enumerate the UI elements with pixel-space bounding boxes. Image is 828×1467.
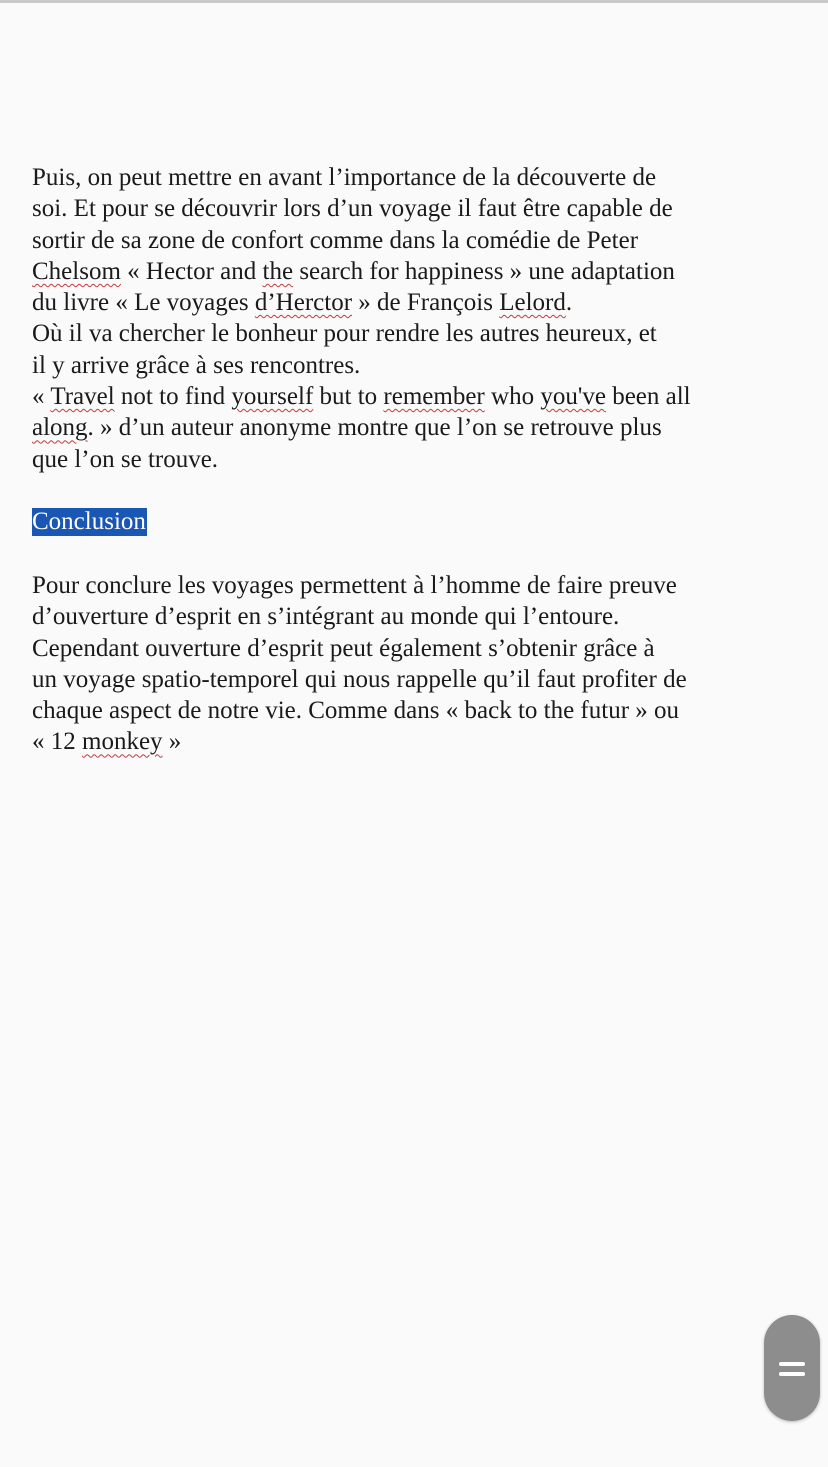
handle-bar bbox=[779, 1362, 805, 1366]
misspelled-word[interactable]: along bbox=[32, 414, 88, 442]
text-line: Où il va chercher le bonheur pour rendre les autres heureux, et bbox=[32, 320, 657, 348]
text-run: . bbox=[565, 289, 573, 317]
text-run: search for happiness » une adaptation bbox=[293, 257, 675, 285]
text-line: Puis, on peut mettre en avant l’importance de la découverte de bbox=[32, 164, 657, 191]
text-line: un voyage spatio-temporel qui nous rappelle qu’il faut profiter de bbox=[32, 665, 687, 693]
text-run: who bbox=[484, 383, 541, 411]
text-line: que l’on se trouve. bbox=[32, 445, 219, 473]
misspelled-word[interactable]: Lelord bbox=[499, 289, 566, 317]
text-line: Pour conclure les voyages permettent à l’homme de faire preuve bbox=[32, 572, 677, 599]
text-line: Cependant ouverture d’esprit peut également s’obtenir grâce à bbox=[32, 634, 655, 662]
paragraph-2[interactable] bbox=[32, 570, 828, 758]
text-line: d’ouverture d’esprit en s’intégrant au monde qui l’entoure. bbox=[32, 603, 620, 631]
paragraph-1[interactable] bbox=[32, 162, 828, 475]
misspelled-word[interactable]: remember bbox=[383, 383, 485, 411]
misspelled-word[interactable]: Chelsom bbox=[32, 257, 121, 285]
text-run: not to find bbox=[114, 383, 232, 411]
misspelled-word[interactable]: the bbox=[262, 257, 294, 285]
scroll-handle[interactable] bbox=[764, 1315, 820, 1421]
misspelled-word[interactable]: monkey bbox=[82, 728, 163, 756]
text-line bbox=[32, 381, 828, 412]
misspelled-word[interactable]: yourself bbox=[231, 383, 314, 411]
handle-bar bbox=[779, 1372, 805, 1376]
text-line: sortir de sa zone de confort comme dans la comédie de Peter bbox=[32, 226, 639, 254]
text-line: chaque aspect de notre vie. Comme dans « back to the futur » ou bbox=[32, 697, 680, 725]
text-run: du livre « Le voyages bbox=[32, 289, 255, 317]
text-run: been all bbox=[605, 383, 691, 411]
misspelled-word[interactable]: Travel bbox=[50, 383, 115, 411]
text-line: soi. Et pour se découvrir lors d’un voyage il faut être capable de bbox=[32, 195, 673, 223]
section-heading[interactable] bbox=[32, 506, 147, 537]
text-run: « 12 bbox=[32, 728, 82, 756]
text-line: il y arrive grâce à ses rencontres. bbox=[32, 351, 361, 379]
text-run: » bbox=[162, 728, 182, 756]
text-run: « bbox=[32, 383, 51, 411]
text-run: » de François bbox=[352, 289, 500, 317]
text-line bbox=[32, 256, 828, 287]
text-run: but to bbox=[313, 383, 384, 411]
text-line bbox=[32, 726, 828, 757]
text-run: . » d’un auteur anonyme montre que l’on se retrouve plus bbox=[87, 414, 662, 442]
misspelled-word[interactable]: you've bbox=[540, 383, 606, 411]
misspelled-word[interactable]: d’Herctor bbox=[254, 289, 353, 317]
selected-text[interactable]: Conclusion bbox=[32, 508, 146, 535]
text-line bbox=[32, 412, 828, 443]
text-line bbox=[32, 287, 828, 318]
text-run: « Hector and bbox=[120, 257, 263, 285]
